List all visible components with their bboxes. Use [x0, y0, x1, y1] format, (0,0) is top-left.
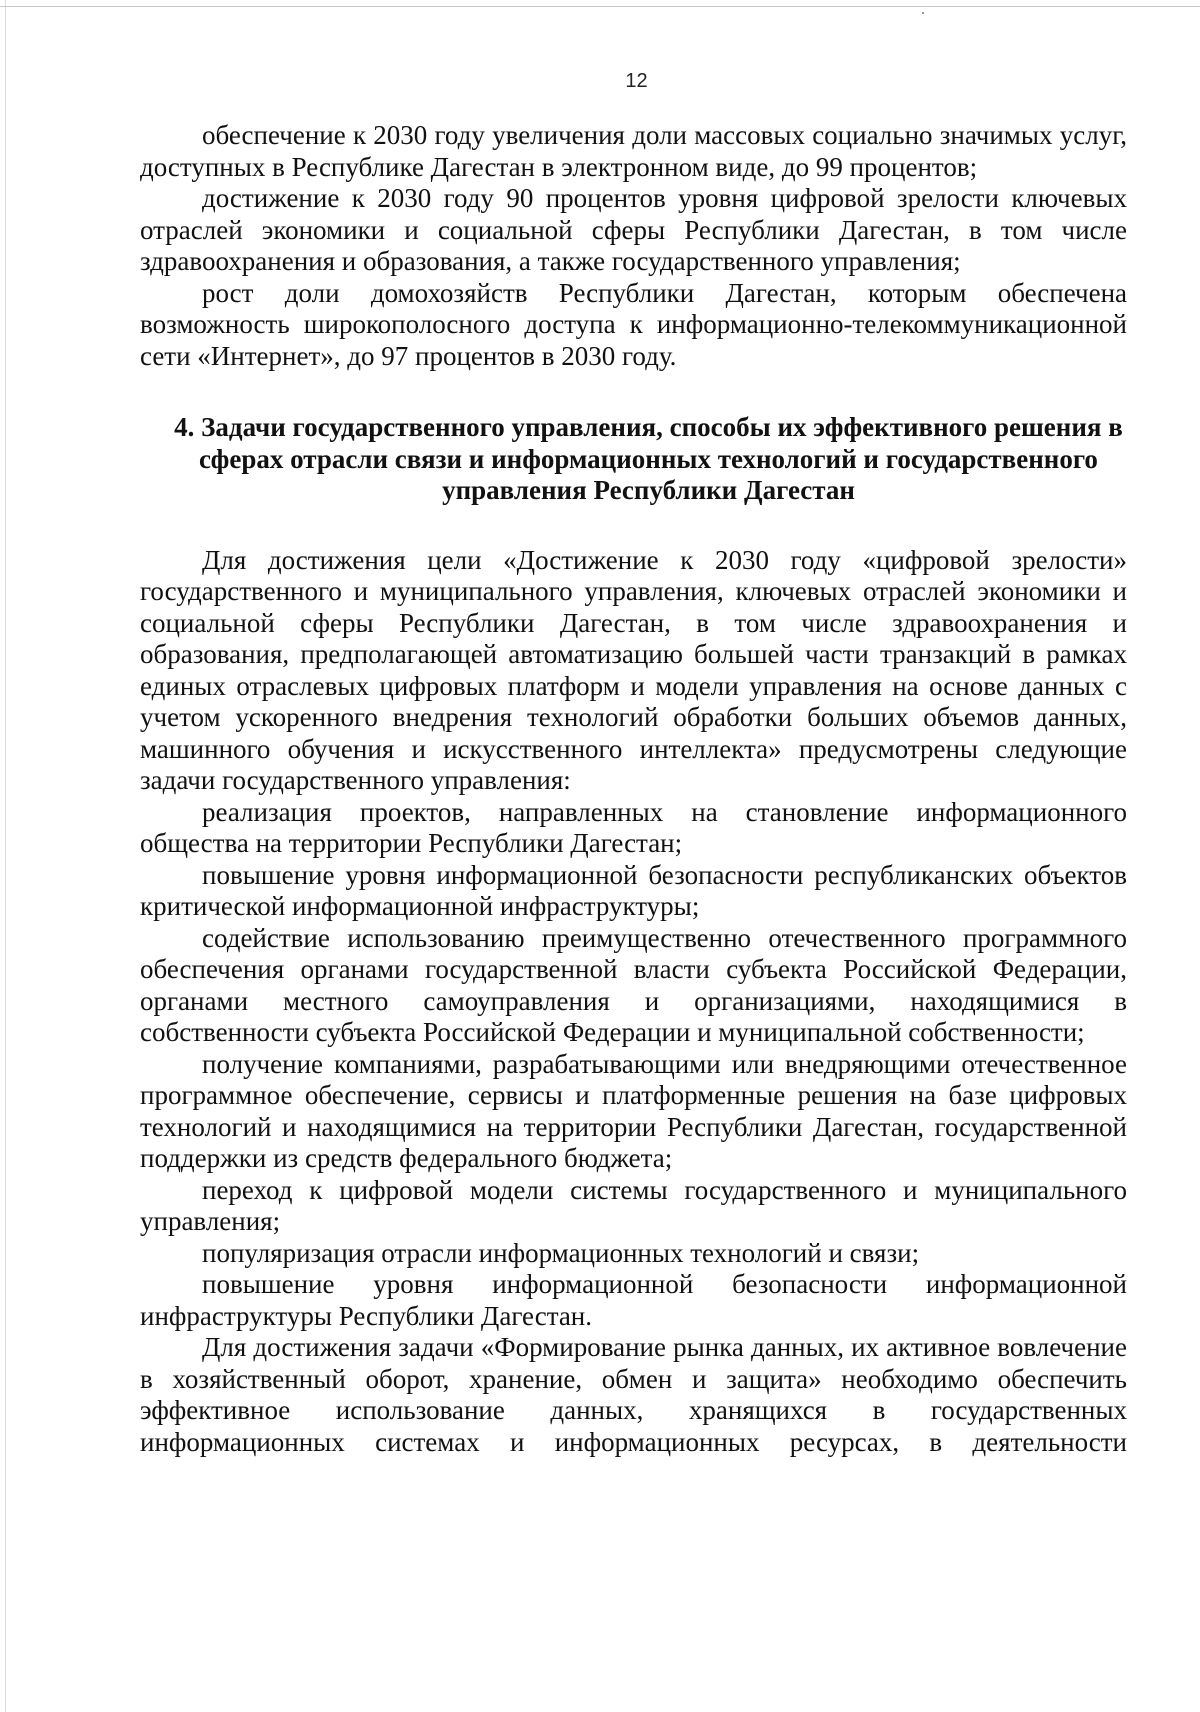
list-item: реализация проектов, направленных на становление информационного общества на территории Республики Дагестан; — [140, 796, 1127, 858]
paragraph: Для достижения задачи «Формирование рынка данных, их активное вовлечение в хозяйственный оборот, хранение, обмен и защита» необходимо обеспечить эффективное использование данных, хранящихся в государственных информационных системах и информационных ресурсах, в деятельности — [140, 1332, 1127, 1457]
scan-speck — [922, 12, 924, 14]
paragraph: рост доли домохозяйств Республики Дагестан, которым обеспечена возможность широкополосного доступа к информационно-телекоммуникационной сети «Интернет», до 97 процентов в 2030 году. — [140, 277, 1127, 371]
paragraph: достижение к 2030 году 90 процентов уровня цифровой зрелости ключевых отраслей экономики и социальной сферы Республики Дагестан, в том числе здравоохранения и образования, а также государственного управления; — [140, 183, 1127, 276]
list-item: повышение уровня информационной безопасности информационной инфраструктуры Республики Дагестан. — [140, 1269, 1127, 1331]
scan-edge-top — [0, 6, 1200, 7]
scan-edge-left — [5, 0, 6, 1712]
list-item: популяризация отрасли информационных технологий и связи; — [202, 1237, 920, 1268]
list-item: переход к цифровой модели системы государственного и муниципального управления; — [140, 1174, 1127, 1236]
paragraph: Для достижения цели «Достижение к 2030 году «цифровой зрелости» государственного и муниципального управления, ключевых отраслей экономики и социальной сферы Республики Дагестан, в том числе здравоохранения и образования, предполагающей автоматизацию большей части транзакций в рамках единых отраслевых цифровых платформ и модели управления на основе данных с учетом ускоренного внедрения технологий обработки больших объемов данных, машинного обучения и искусственного интеллекта» предусмотрены следующие задачи государственного управления: — [140, 544, 1127, 795]
list-item: повышение уровня информационной безопасности республиканских объектов критической информационной инфраструктуры; — [140, 859, 1127, 921]
document-body — [140, 120, 1127, 1458]
list-item: получение компаниями, разрабатывающими или внедряющими отечественное программное обеспечение, сервисы и платформенные решения на базе цифровых технологий и находящимися на территории Республики Дагестан, государственной поддержки из средств федерального бюджета; — [140, 1048, 1127, 1173]
paragraph: обеспечение к 2030 году увеличения доли массовых социально значимых услуг, доступных в Республике Дагестан в электронном виде, до 99 процентов; — [140, 120, 1127, 182]
section-heading: 4. Задачи государственного управления, способы их эффективного решения в сферах отрасли связи и информационных технологий и государственного управления Республики Дагестан — [174, 412, 1123, 505]
page-number: 12 — [625, 70, 648, 92]
list-item: содействие использованию преимущественно отечественного программного обеспечения органами государственной власти субъекта Российской Федерации, органами местного самоуправления и организациями, находящимися в собственности субъекта Российской Федерации и муниципальной собственности; — [140, 922, 1127, 1047]
